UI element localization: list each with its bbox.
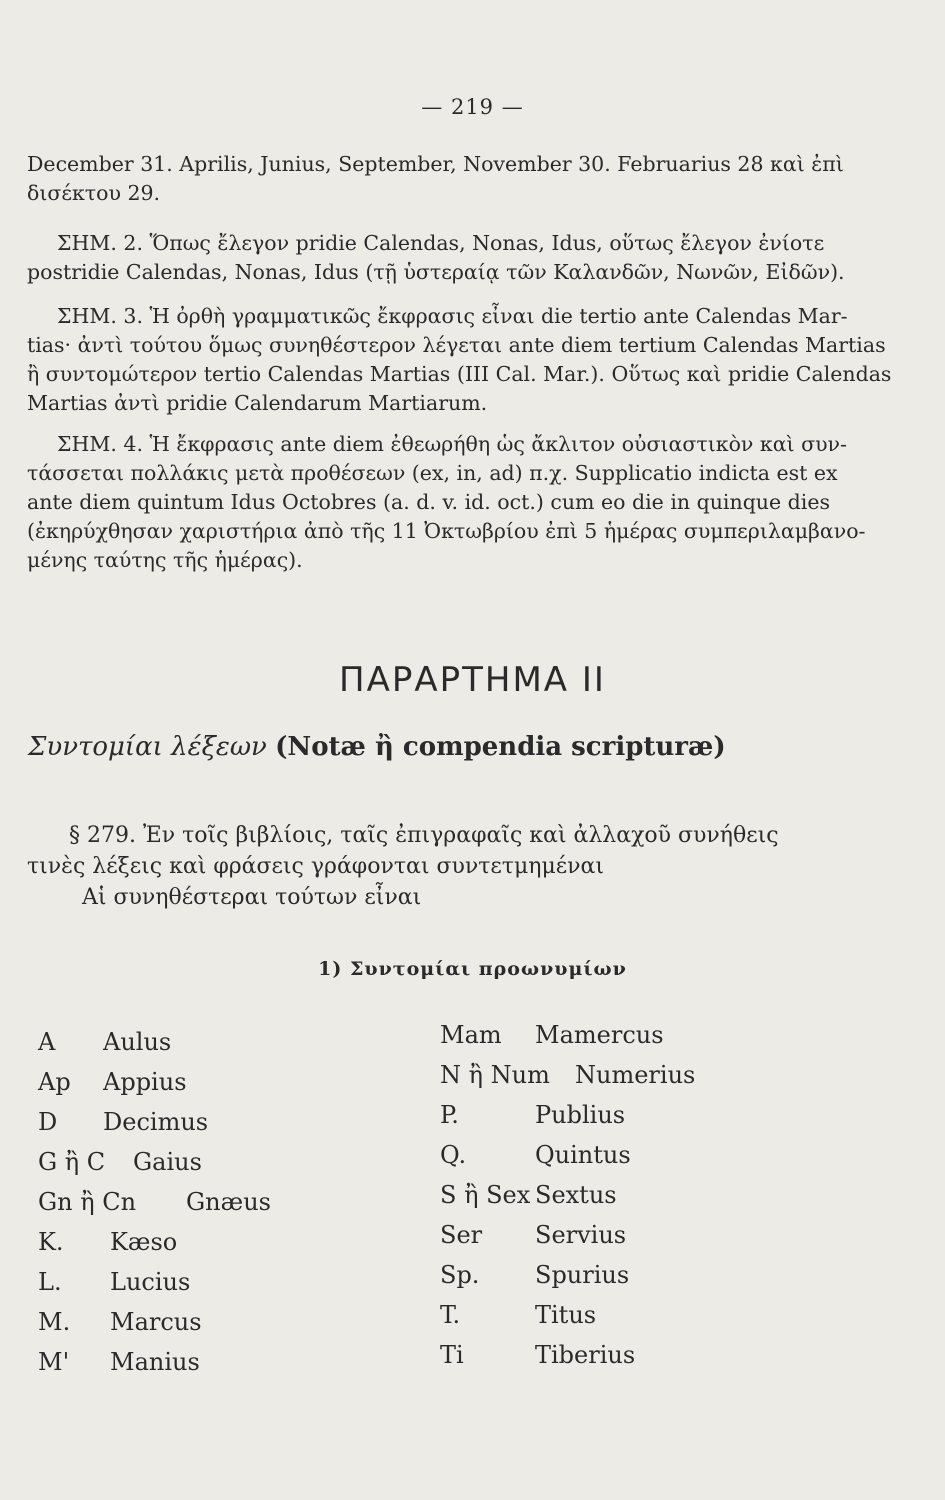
abbreviation: Ap — [38, 1068, 71, 1096]
praenomen: Publius — [535, 1101, 626, 1129]
abbreviation-list-right — [440, 1018, 860, 1378]
appendix-title: ΠΑΡΑΡΤΗΜΑ II — [339, 660, 606, 700]
text-line: ΣΗΜ. 2. Ὅπως ἔλεγον pridie Calendas, Nonas, Idus, οὕτως ἔλεγον ἐνίοτε — [57, 231, 825, 255]
abbreviation-row — [38, 1025, 418, 1065]
text-line: § 279. Ἐν τοῖς βιβλίοις, ταῖς ἐπιγραφαῖς καὶ ἀλλαχοῦ συνήθεις — [69, 823, 779, 848]
abbreviation: S ἢ Sex — [440, 1181, 531, 1209]
abbreviation: Sp. — [440, 1261, 480, 1289]
abbreviation: P. — [440, 1101, 459, 1129]
abbreviation: G ἢ C — [38, 1148, 106, 1176]
abbreviation-row — [38, 1225, 418, 1265]
praenomen: Gnæus — [186, 1188, 271, 1216]
text-line: Martias ἀντὶ pridie Calendarum Martiarum. — [27, 391, 488, 415]
abbreviation-row — [38, 1185, 418, 1225]
abbreviation: A — [38, 1028, 56, 1056]
praenomen: Lucius — [110, 1268, 191, 1296]
abbreviation: Gn ἢ Cn — [38, 1188, 137, 1216]
praenomen: Sextus — [535, 1181, 617, 1209]
abbreviation-row — [440, 1218, 860, 1258]
abbreviation: L. — [38, 1268, 62, 1296]
abbreviation-row — [38, 1345, 418, 1385]
text-line: ΣΗΜ. 3. Ἡ ὀρθὴ γραμματικῶς ἔκφρασις εἶναι die tertio ante Calendas Mar- — [57, 304, 848, 328]
praenomen: Quintus — [535, 1141, 631, 1169]
abbreviation: T. — [440, 1301, 461, 1329]
text-line: ante diem quintum Idus Octobres (a. d. v. id. oct.) cum eo die in quinque dies — [27, 490, 830, 514]
text-line: tias· ἀντὶ τούτου ὅμως συνηθέστερον λέγεται ante diem tertium Calendas Martias — [27, 333, 886, 357]
abbreviation: N ἢ Num — [440, 1061, 550, 1089]
text-line: δισέκτου 29. — [27, 181, 161, 205]
abbreviation-row — [38, 1265, 418, 1305]
praenomen: Gaius — [133, 1148, 202, 1176]
abbreviation: D — [38, 1108, 58, 1136]
text-line: τάσσεται πολλάκις μετὰ προθέσεων (ex, in, ad) π.χ. Supplicatio indicta est ex — [27, 461, 838, 485]
text-line: τινὲς λέξεις καὶ φράσεις γράφονται συντετμημέναι — [27, 854, 605, 879]
text-line: μένης ταύτης τῆς ἡμέρας). — [27, 548, 303, 572]
abbreviation: Mam — [440, 1021, 502, 1049]
abbreviation-row — [38, 1105, 418, 1145]
abbreviation-row — [440, 1298, 860, 1338]
abbreviation: Ser — [440, 1221, 483, 1249]
paragraph-note-2 — [27, 229, 845, 287]
text-line: ΣΗΜ. 4. Ἡ ἔκφρασις ante diem ἐθεωρήθη ὡς ἄκλιτον οὐσιαστικὸν καὶ συν- — [57, 432, 847, 456]
praenomen: Decimus — [103, 1108, 209, 1136]
abbreviation-row — [38, 1305, 418, 1345]
abbreviation: M. — [38, 1308, 71, 1336]
abbreviation-row — [440, 1018, 860, 1058]
praenomen: Kæso — [110, 1228, 178, 1256]
text-line: ἢ συντομώτερον tertio Calendas Martias (III Cal. Mar.). Οὕτως καὶ pridie Calendas — [27, 362, 892, 386]
page-number: — 219 — — [421, 95, 524, 119]
paragraph-note-4 — [27, 430, 866, 575]
praenomen: Titus — [535, 1301, 597, 1329]
abbreviation-row — [440, 1138, 860, 1178]
abbreviation: Q. — [440, 1141, 467, 1169]
text-line: Αἱ συνηθέστεραι τούτων εἶναι — [82, 885, 422, 910]
text-line: December 31. Aprilis, Junius, September, November 30. Februarius 28 καὶ ἐπὶ — [27, 152, 844, 176]
praenomen: Spurius — [535, 1261, 630, 1289]
praenomen: Tiberius — [535, 1341, 636, 1369]
subtitle-latin: (Notæ ἢ compendia scripturæ) — [275, 732, 726, 762]
section-heading: 1) Συντομίαι προωνυμίων — [318, 958, 627, 980]
text-line: postridie Calendas, Nonas, Idus (τῇ ὑστεραίᾳ τῶν Καλανδῶν, Νωνῶν, Εἰδῶν). — [27, 260, 845, 284]
praenomen: Appius — [103, 1068, 187, 1096]
abbreviation-row — [440, 1178, 860, 1218]
section-279 — [27, 820, 827, 913]
abbreviation-row — [38, 1065, 418, 1105]
abbreviation: Ti — [440, 1341, 464, 1369]
text-line: (ἐκηρύχθησαν χαριστήρια ἀπὸ τῆς 11 Ὀκτωβρίου ἐπὶ 5 ἡμέρας συμπεριλαμβανο- — [27, 519, 866, 543]
praenomen: Mamercus — [535, 1021, 664, 1049]
abbreviation-row — [440, 1338, 860, 1378]
praenomen: Manius — [110, 1348, 200, 1376]
praenomen: Numerius — [575, 1061, 696, 1089]
paragraph-months — [27, 150, 844, 208]
abbreviation-list-left — [38, 1025, 418, 1385]
abbreviation: M' — [38, 1348, 70, 1376]
appendix-subtitle — [28, 732, 828, 762]
praenomen: Servius — [535, 1221, 627, 1249]
abbreviation: K. — [38, 1228, 64, 1256]
praenomen: Marcus — [110, 1308, 202, 1336]
abbreviation-row — [440, 1058, 860, 1098]
paragraph-note-3 — [27, 302, 892, 418]
abbreviation-row — [440, 1098, 860, 1138]
abbreviation-row — [440, 1258, 860, 1298]
abbreviation-row — [38, 1145, 418, 1185]
praenomen: Aulus — [103, 1028, 172, 1056]
subtitle-greek: Συντομίαι λέξεων — [28, 732, 267, 762]
